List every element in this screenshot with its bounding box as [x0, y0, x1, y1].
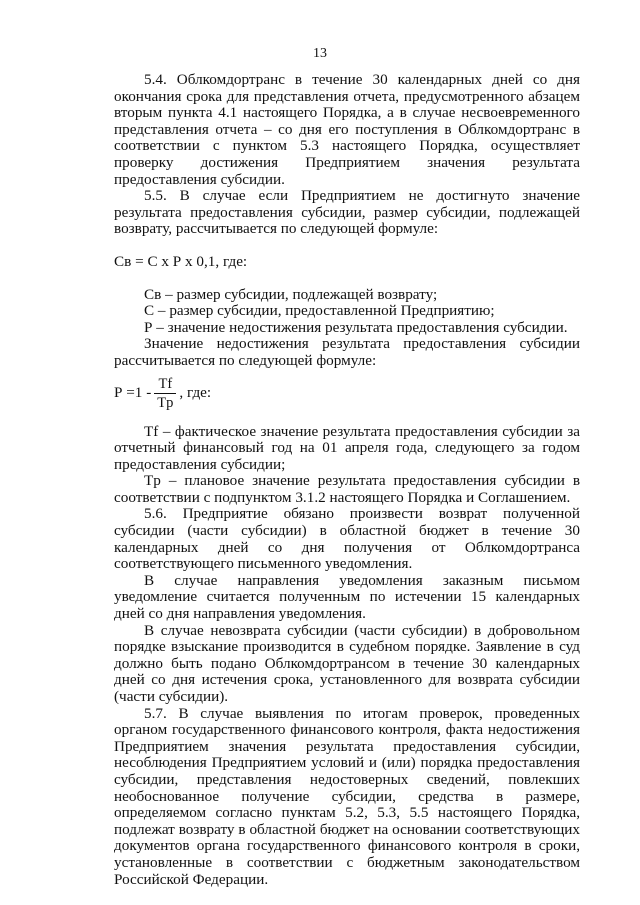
definition-tp: Tp – плановое значение результата предоставления субсидии в соответствии с подпунктом 3.1.2 настоящего Порядка и Соглашением. [114, 472, 580, 506]
formula-shortfall [114, 374, 580, 414]
page-number: 13 [313, 46, 327, 61]
formula-tail: , где: [179, 384, 212, 402]
document-body [114, 72, 580, 888]
definition-c: С – размер субсидии, предоставленной Предприятию; [144, 302, 495, 320]
fraction-denominator: Tp [157, 395, 174, 411]
paragraph-5-5: 5.5. В случае если Предприятием не достигнуто значение результата предоставления субсидии, размер субсидии, подлежащей возврату, рассчитывается по следующей формуле: [114, 187, 580, 238]
paragraph-refusal: В случае невозврата субсидии (части субсидии) в добровольном порядке взыскание производится в судебном порядке. Заявление в суд должно быть подано Облкомдортрансом в течение 30 календарных дней со дня истечения срока, установленного для возврата субсидии (части субсидии). [114, 621, 580, 705]
paragraph-notice: В случае направления уведомления заказным письмом уведомление считается полученным по истечении 15 календарных дней со дня направления уведомления. [114, 571, 580, 623]
paragraph-5-4: 5.4. Облкомдортранс в течение 30 календарных дней со дня окончания срока для представления отчета, предусмотренного абзацем вторым пункта 4.1 настоящего Порядка, а в случае несвоевременного представления отчета – со дня его поступления в Облкомдортранс в соответствии с пунктом 5.3 настоящего Порядка, осуществляет проверку достижения Предприятием значения результата предоставления субсидии. [114, 71, 580, 188]
formula-fraction [153, 376, 177, 411]
definition-p: Р – значение недостижения результата предоставления субсидии. [144, 318, 568, 336]
fraction-numerator: Tf [154, 376, 176, 394]
formula-lhs: Р =1 - [114, 384, 152, 402]
paragraph-5-7: 5.7. В случае выявления по итогам проверок, проведенных органом государственного финансового контроля, факта недостижения Предприятием значения результата предоставления субсидии, несоблюдения Предприятием условий и (или) порядка предоставления субсидии, представления недостоверных сведений, повлекших необоснованное получение субсидии, средства в размере, определяемом согласно пунктам 5.2, 5.3, 5.5 настоящего Порядка, подлежат возврату в областной бюджет на основании соответствующих документов органа государственного финансового контроля в сроки, установленные в соответствии с бюджетным законодательством Российской Федерации. [114, 704, 580, 888]
paragraph-value-intro: Значение недостижения результата предоставления субсидии рассчитывается по следующей формуле: [114, 335, 580, 369]
formula-subsidy-return: Св = С х Р х 0,1, где: [114, 252, 248, 270]
paragraph-5-6: 5.6. Предприятие обязано произвести возврат полученной субсидии (части субсидии) в областной бюджет в течение 30 календарных дней со дня получения от Облкомдортранса соответствующего письменного уведомления. [114, 505, 580, 573]
definition-tf: Tf – фактическое значение результата предоставления субсидии за отчетный финансовый год на 01 апреля года, следующего за годом предоставления субсидии; [114, 422, 580, 473]
definition-sv: Св – размер субсидии, подлежащей возврату; [144, 285, 438, 303]
